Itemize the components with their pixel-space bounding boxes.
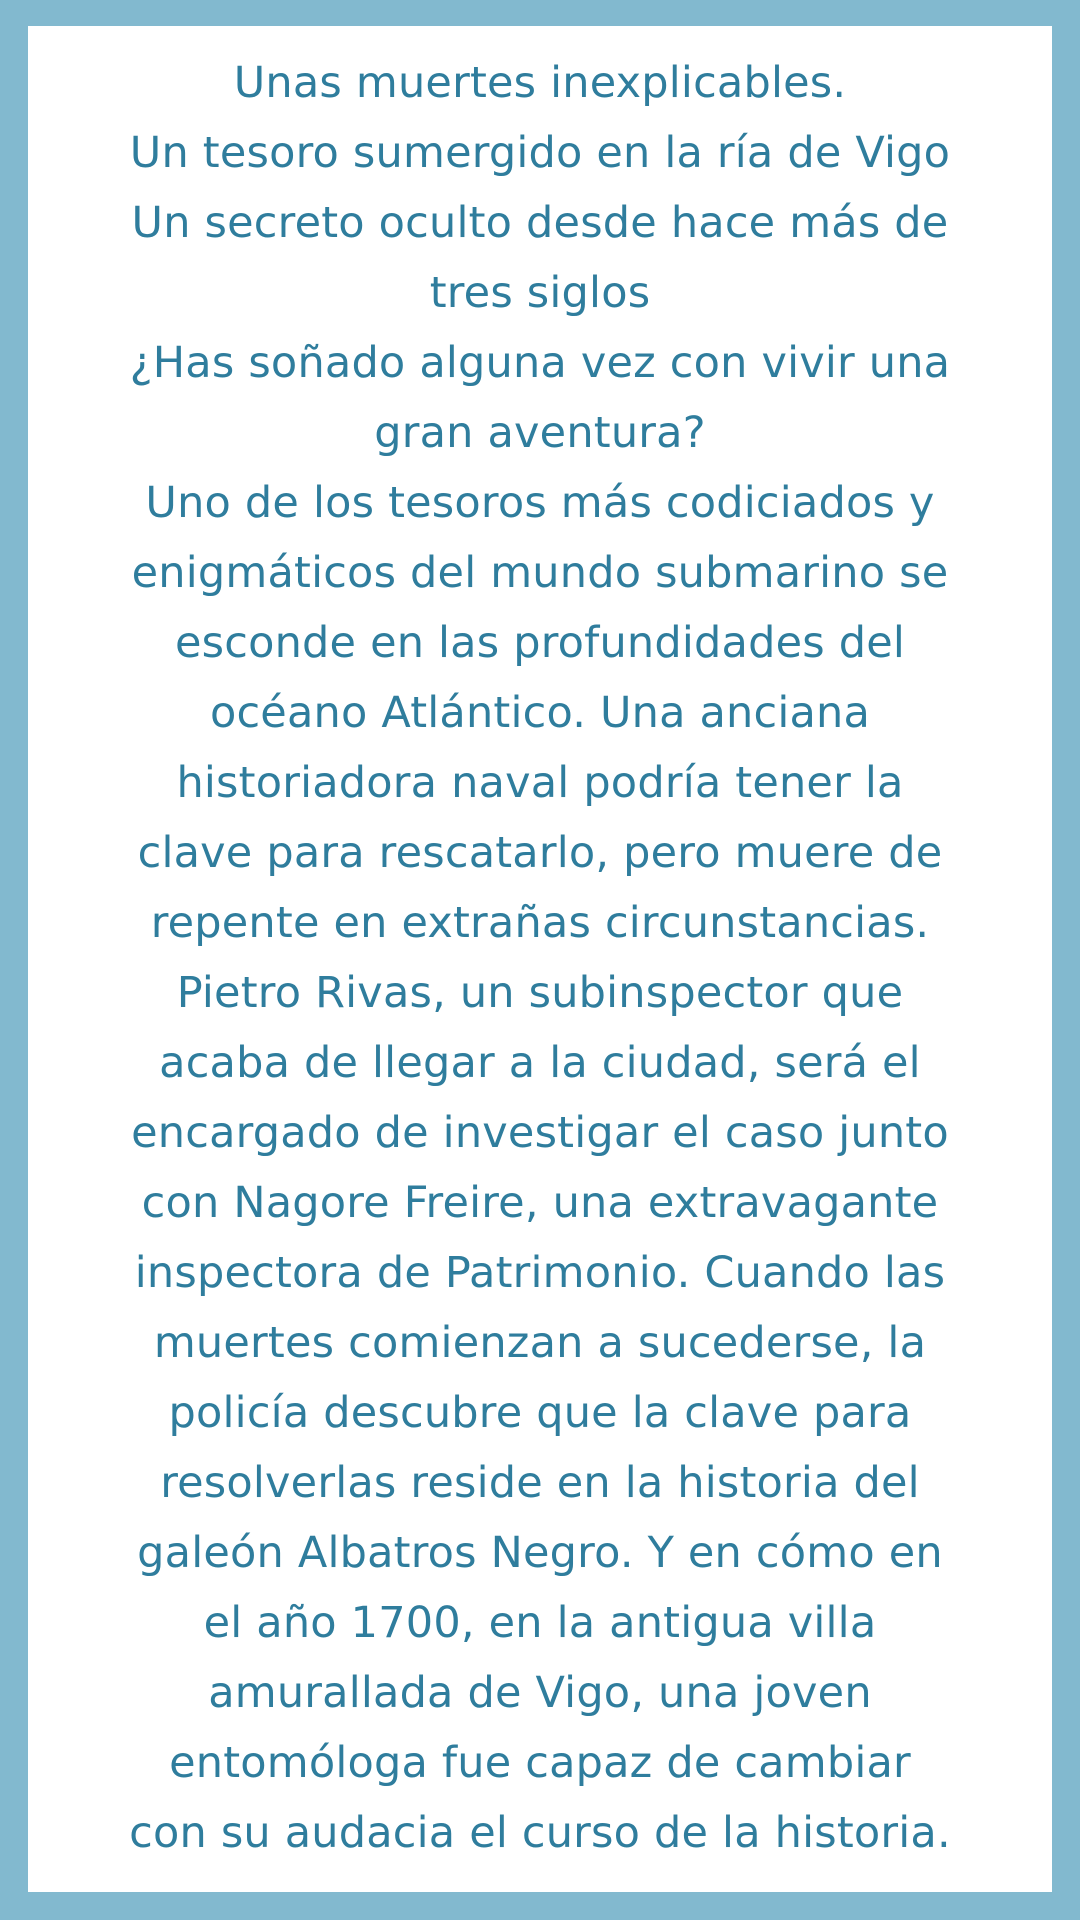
text-line: con su audacia el curso de la historia. bbox=[129, 1808, 951, 1858]
text-line: el año 1700, en la antigua villa bbox=[203, 1598, 877, 1648]
text-line: Un tesoro sumergido en la ría de Vigo bbox=[129, 128, 951, 178]
text-line: entomóloga fue capaz de cambiar bbox=[169, 1738, 911, 1788]
text-line: esconde en las profundidades del bbox=[174, 618, 905, 668]
text-line: clave para rescatarlo, pero muere de bbox=[137, 828, 943, 878]
text-line: acaba de llegar a la ciudad, será el bbox=[159, 1038, 921, 1088]
text-line: resolverlas reside en la historia del bbox=[160, 1458, 920, 1508]
text-line: muertes comienzan a sucederse, la bbox=[153, 1318, 927, 1368]
text-line: policía descubre que la clave para bbox=[168, 1388, 912, 1438]
text-line: Un secreto oculto desde hace más de bbox=[131, 198, 949, 248]
text-line: repente en extrañas circunstancias. bbox=[150, 898, 930, 948]
text-line: tres siglos bbox=[429, 268, 651, 318]
text-line: amurallada de Vigo, una joven bbox=[208, 1668, 872, 1718]
text-line: enigmáticos del mundo submarino se bbox=[131, 548, 949, 598]
text-line: gran aventura? bbox=[374, 408, 706, 458]
text-line: Unas muertes inexplicables. bbox=[233, 58, 847, 108]
text-line: encargado de investigar el caso junto bbox=[131, 1108, 949, 1158]
text-line: Uno de los tesoros más codiciados y bbox=[145, 478, 935, 528]
text-line: historiadora naval podría tener la bbox=[176, 758, 904, 808]
text-line: inspectora de Patrimonio. Cuando las bbox=[134, 1248, 946, 1298]
text-line: Pietro Rivas, un subinspector que bbox=[176, 968, 904, 1018]
text-line: galeón Albatros Negro. Y en cómo en bbox=[137, 1528, 943, 1578]
text-line: ¿Has soñado alguna vez con vivir una bbox=[129, 338, 951, 388]
text-line: con Nagore Freire, una extravagante bbox=[141, 1178, 939, 1228]
text-line: océano Atlántico. Una anciana bbox=[209, 688, 871, 738]
text-card bbox=[28, 26, 1052, 1892]
